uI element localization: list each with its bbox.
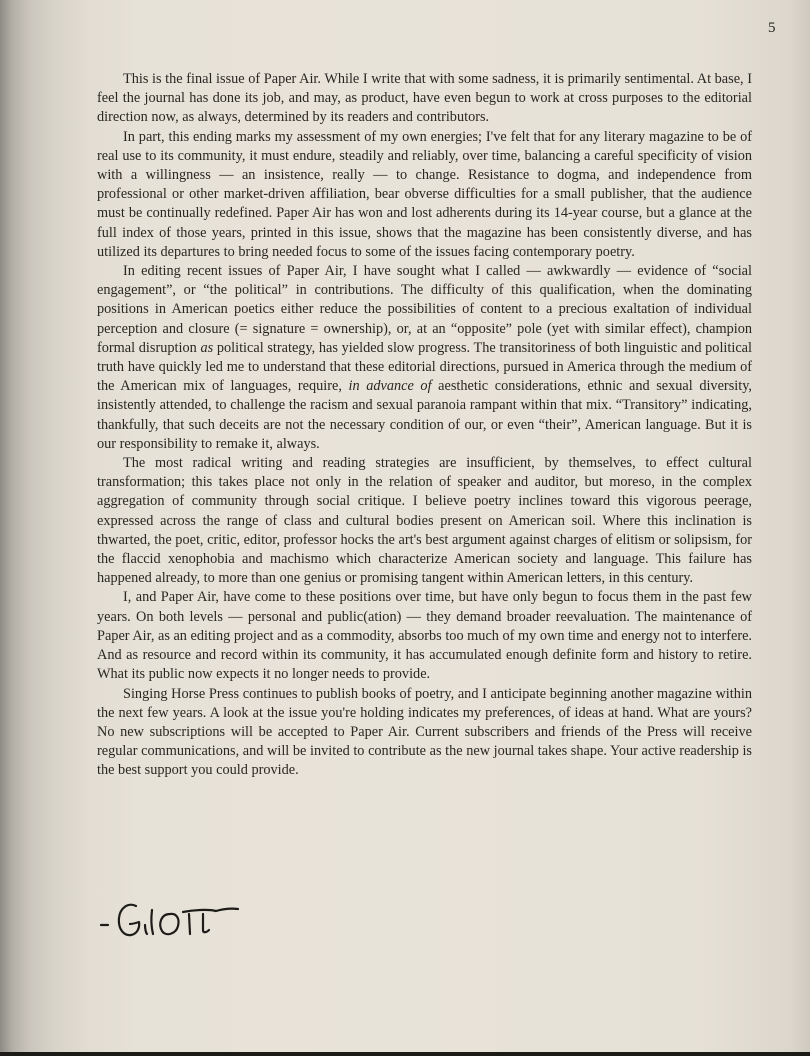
handwritten-signature — [98, 892, 268, 952]
paragraph-5 — [97, 588, 752, 684]
text-run: The most radical writing and reading strategies are insufficient, by themselves, to effect cultural transformation; this takes place not only in the relation of speaker and auditor, but moreso, in the complex aggregation of community through social critique. I believe poetry inclines toward this vigorous peerage, expressed across the range of class and cultural bodies present on American soil. Where this inclination is thwarted, the poet, critic, editor, professor hocks the art's best argument against charges of elitism or solipsism, for the flaccid xenophobia and machismo which characterize American society and language. This failure has happened already, to more than one genius or promising tangent within American letters, in this century. — [97, 455, 752, 587]
text-run: This is the final issue of Paper Air. While I write that with some sadness, it is primarily sentimental. At base, I feel the journal has done its job, and may, as product, have even begun to work at cross purposes to the editorial direction now, as always, determined by its readers and contributors. — [97, 71, 752, 126]
paragraph-2 — [97, 128, 752, 262]
paragraph-4 — [97, 454, 752, 588]
italic-phrase: as — [200, 339, 214, 356]
text-run: political strategy, has yielded slow progress. The transitoriness of both linguistic and political truth have quickly led me to understand that these editorial directions, pursued in America through the medium of the American mix of languages, require, — [97, 339, 752, 395]
text-run: Singing Horse Press continues to publish books of poetry, and I anticipate beginning another magazine within the next few years. A look at the issue you're holding indicates my preferences, of ideas at hand. What are yours? No new subscriptions will be accepted to Paper Air. Current subscribers and friends of the Press will receive regular communications, and will be invited to contribute as the new journal takes shape. Your active readership is the best support you could provide. — [97, 685, 752, 779]
paragraph-3 — [97, 262, 752, 454]
text-run: In part, this ending marks my assessment of my own energies; I've felt that for any literary magazine to be of real use to its community, it must endure, steadily and reliably, over time, balancing a careful specificity of vision with a willingness — an insistence, really — to change. Resistance to dogma, and independence from professional or other market-driven affiliation, bear obverse difficulties for a small publisher, that the audience must be continually redefined. Paper Air has won and lost adherents during its 14-year course, but a glance at the full index of those years, printed in this issue, shows that the magazine has been consistently diverse, and has utilized its departures to bring needed focus to some of the issues facing contemporary poetry. — [97, 128, 752, 260]
text-run: I, and Paper Air, have come to these positions over time, but have only begun to focus them in the past few years. On both levels — personal and public(ation) — they demand broader reevaluation. The maintenance of Paper Air, as an editing project and as a commodity, absorbs too much of my own time and energy not to interfere. And as resource and record within its community, it has accumulated enough definite form and history to retire. What its public now expects it no longer needs to provide. — [97, 589, 752, 683]
paragraph-1 — [97, 70, 752, 128]
paragraph-6 — [97, 685, 752, 781]
page-number: 5 — [768, 20, 776, 36]
italic-phrase: in advance of — [348, 378, 432, 395]
text-run: aesthetic considerations, ethnic and sexual diversity, insistently attended, to challenge the racism and sexual paranoia rampant within that mix. “Transitory” indicating, thankfully, that such deceits are not the necessary condition of our, or even “their”, American language. But it is our responsibility to remake it, always. — [97, 378, 752, 452]
text-run: In editing recent issues of Paper Air, I have sought what I called — awkwardly — evidence of “social engagement”, or “the political” in contributions. The difficulty of this qualification, when the dominating positions in American poetics either reduce the possibilities of content to a precious exaltation of individual perception and closure (= signature = ownership), or, at an “opposite” pole (yet with similar effect), champion formal disruption — [97, 263, 752, 356]
letter-body — [97, 70, 752, 781]
